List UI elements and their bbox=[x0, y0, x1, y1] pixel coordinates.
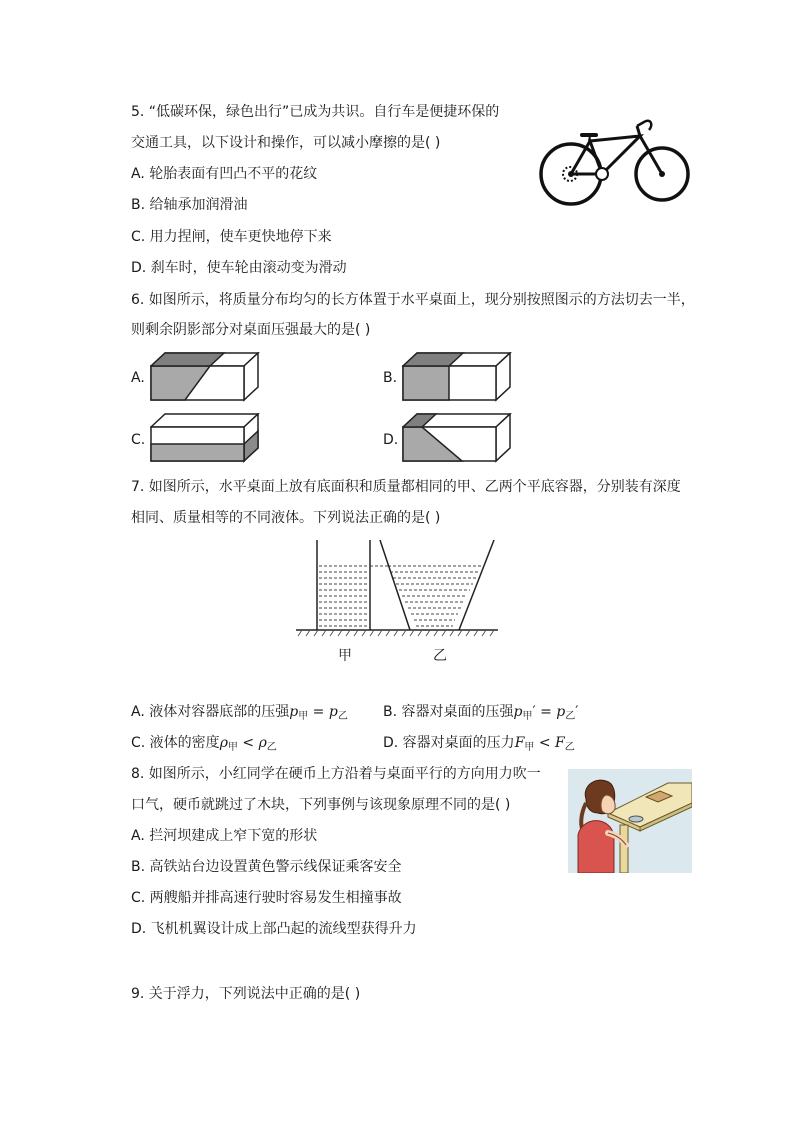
container-label-yi: 乙 bbox=[433, 648, 447, 664]
q6-label-a: A. bbox=[131, 370, 145, 386]
bicycle-figure bbox=[538, 104, 691, 208]
q6-stem-line1: 6. 如图所示，将质量分布均匀的长方体置于水平桌面上，现分别按照图示的方法切去一半， bbox=[131, 292, 695, 308]
q7-option-b: B. 容器对桌面的压强$p_甲' = p_乙'$ bbox=[383, 704, 579, 722]
q7-option-c: C. 液体的密度$\rho_甲 < \rho_乙$ bbox=[131, 735, 277, 753]
q6-label-b: B. bbox=[383, 370, 398, 386]
q5-option-a: A. 轮胎表面有凹凸不平的花纹 bbox=[131, 166, 318, 182]
cuboid-c-figure bbox=[150, 413, 260, 463]
q9-stem-line1: 9. 关于浮力，下列说法中正确的是( ) bbox=[131, 986, 361, 1002]
q5-option-d: D. 刹车时，使车轮由滚动变为滑动 bbox=[131, 260, 347, 276]
container-label-jia: 甲 bbox=[338, 648, 352, 664]
q6-label-d: D. bbox=[383, 432, 399, 448]
q8-option-d: D. 飞机机翼设计成上部凸起的流线型获得升力 bbox=[131, 921, 417, 937]
q5-option-b: B. 给轴承加润滑油 bbox=[131, 197, 248, 213]
q7-stem-line2: 相同、质量相等的不同液体。下列说法正确的是( ) bbox=[131, 510, 441, 526]
q5-option-c: C. 用力捏闸，使车更快地停下来 bbox=[131, 229, 332, 245]
girl-blowing-coin-figure bbox=[568, 769, 692, 873]
cuboid-a-figure bbox=[150, 352, 260, 402]
q5-stem-line1: 5. “低碳环保，绿色出行”已成为共识。自行车是便捷环保的 bbox=[131, 104, 500, 120]
q8-stem-line1: 8. 如图所示，小红同学在硬币上方沿着与桌面平行的方向用力吹一 bbox=[131, 766, 541, 782]
cuboid-b-figure bbox=[402, 352, 512, 402]
q8-stem-line2: 口气，硬币就跳过了木块，下列事例与该现象原理不同的是( ) bbox=[131, 797, 511, 813]
cuboid-d-figure bbox=[402, 413, 512, 463]
q7-stem-line1: 7. 如图所示，水平桌面上放有底面积和质量都相同的甲、乙两个平底容器，分别装有深度 bbox=[131, 479, 681, 495]
q8-option-b: B. 高铁站台边设置黄色警示线保证乘客安全 bbox=[131, 859, 402, 875]
q7-option-d: D. 容器对桌面的压力$F_甲 < F_乙$ bbox=[383, 735, 575, 753]
containers-figure bbox=[296, 538, 500, 638]
q8-option-a: A. 拦河坝建成上窄下宽的形状 bbox=[131, 828, 318, 844]
q8-option-c: C. 两艘船并排高速行驶时容易发生相撞事故 bbox=[131, 890, 402, 906]
q7-option-a: A. 液体对容器底部的压强$p_甲 = p_乙$ bbox=[131, 704, 348, 722]
q6-stem-line2: 则剩余阴影部分对桌面压强最大的是( ) bbox=[131, 322, 371, 338]
q6-label-c: C. bbox=[131, 432, 146, 448]
q5-stem-line2: 交通工具，以下设计和操作，可以减小摩擦的是( ) bbox=[131, 135, 441, 151]
